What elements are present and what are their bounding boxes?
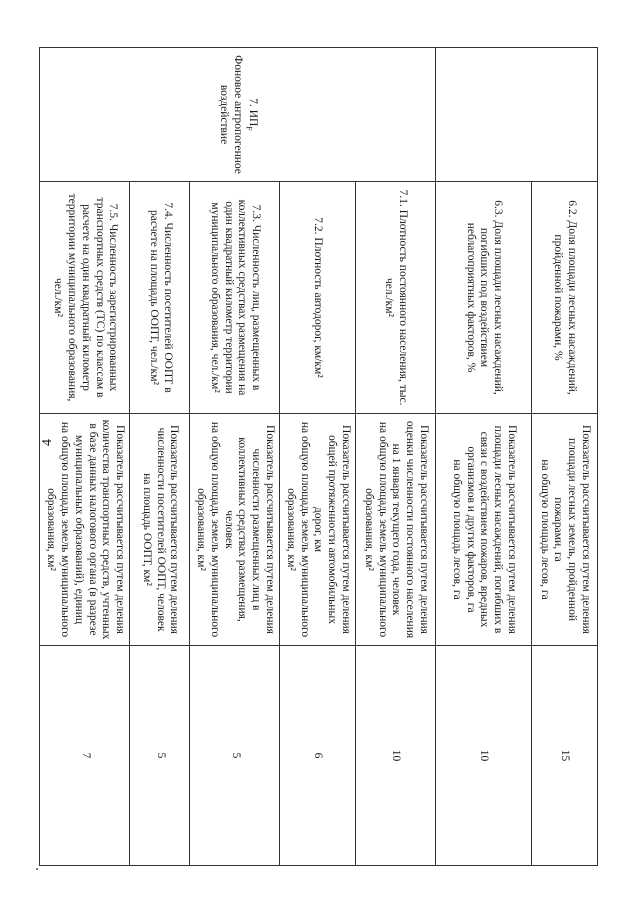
method-cell <box>130 414 190 646</box>
group-title: 7. $ИП_F$ <box>244 98 259 131</box>
method-line: на общую площадь земель муниципального образования, км² <box>45 421 72 638</box>
scan-speck <box>36 868 38 870</box>
method-line: на общую площадь лесов, га <box>450 459 463 600</box>
method-cell <box>40 414 130 646</box>
indicator-cell: 7.1. Плотность постоянного населения, тыс. чел./км² <box>356 182 436 414</box>
page-number: 4 <box>40 439 55 446</box>
method-line: Показатель рассчитывается путем деления площади лесных насаждений, погибших в связи с воздействием пожаров, вредных <box>478 425 518 634</box>
group-cell <box>40 48 436 182</box>
method-line: Показатель рассчитывается путем деления общей протяженности автомобильных дорог, км <box>312 425 352 634</box>
group-subtitle: Фоновое антропогенное воздействие <box>218 55 245 174</box>
weight-cell: 15 <box>532 646 598 866</box>
indicator-table-body <box>40 48 598 866</box>
method-line: Показатель рассчитывается путем деления численности размещенных лиц в коллективных средствах размещения, человек <box>222 425 277 634</box>
indicator-cell: 7.5. Численность зарегистрированных транспортных средств (ТС) по классам в расчете на один квадратный километр территории муниципального образования, чел./км² <box>40 182 130 414</box>
method-cell <box>436 414 532 646</box>
indicator-cell: 7.4. Численность посетителей ООПТ в расчете на площадь ООПТ, чел./км² <box>130 182 190 414</box>
weight-cell: 7 <box>40 646 130 866</box>
weight-cell: 5 <box>190 646 280 866</box>
method-cell <box>532 414 598 646</box>
method-line: Показатель рассчитывается путем деления площади лесных земель, пройденной пожарами, га <box>552 425 593 634</box>
weight-cell: 10 <box>436 646 532 866</box>
method-line: на общую площадь лесов, га <box>538 459 551 600</box>
indicator-table <box>39 47 598 866</box>
table-row <box>532 48 598 866</box>
weight-cell: 10 <box>356 646 436 866</box>
group-blank-cell <box>436 48 598 182</box>
method-line: Показатель рассчитывается путем деления численности посетителей ООПТ, человек <box>154 425 181 634</box>
method-line: на общую площадь земель муниципального образования, км² <box>195 421 221 638</box>
weight-cell: 6 <box>280 646 356 866</box>
method-cell <box>280 414 356 646</box>
method-line: Показатель рассчитывается путем деления количества транспортных средств, учтенных в базе данных налогового органа (в разрезе муниципальных образований), единиц <box>72 419 127 640</box>
method-line: на площадь ООПТ, км² <box>140 473 153 586</box>
rotated-page-content <box>45 47 598 865</box>
method-line: на общую площадь земель муниципального образования, км² <box>284 421 311 638</box>
weight-cell: 5 <box>130 646 190 866</box>
method-line: на общую площадь земель муниципального образования, км² <box>362 421 389 638</box>
method-line: Показатель рассчитывается путем деления оценки численности постоянного населения на 1 января текущего года, человек <box>390 420 430 639</box>
indicator-cell: 7.2. Плотность автодорог, км/км² <box>280 182 356 414</box>
method-line: организмов и других факторов, га <box>464 446 477 613</box>
indicator-cell: 6.3. Доля площади лесных насаждений, погибших под воздействием неблагоприятных факторов, % <box>436 182 532 414</box>
method-cell <box>190 414 280 646</box>
table-row <box>356 48 436 866</box>
indicator-cell: 6.2. Доля площади лесных насаждений, пройденной пожарами, % <box>532 182 598 414</box>
method-cell <box>356 414 436 646</box>
indicator-cell: 7.3. Численность лиц, размещенных в коллективных средствах размещения на один квадратный километр территории муниципального образования, чел./км² <box>190 182 280 414</box>
